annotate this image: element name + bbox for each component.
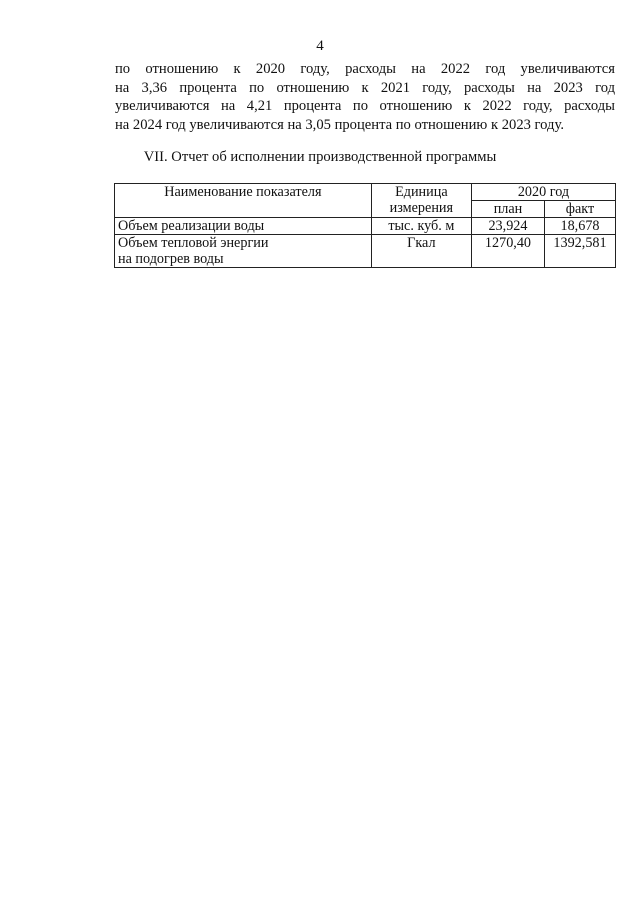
table-row [115,218,616,235]
paragraph-line: на 3,36 процента по отношению к 2021 году, расходы на 2023 год [115,79,615,96]
row-plan: 23,924 [471,218,544,235]
header-plan: план [471,201,544,218]
row-name: Объем реализации воды [115,218,372,235]
header-year: 2020 год [471,184,615,201]
header-unit [371,184,471,218]
production-program-table [114,183,616,268]
row-plan: 1270,40 [471,235,544,268]
header-indicator-name: Наименование показателя [115,184,372,218]
section-title: VII. Отчет об исполнении производственной программы [143,149,497,165]
paragraph-line: на 2024 год увеличиваются на 3,05 процента по отношению к 2023 году. [115,116,564,133]
row-unit: Гкал [371,235,471,268]
paragraph-line: увеличиваются на 4,21 процента по отношению к 2022 году, расходы [115,98,615,114]
table-row [115,235,616,268]
row-unit: тыс. куб. м [371,218,471,235]
body-paragraph [115,60,615,134]
row-name [115,235,372,268]
page-number: 4 [316,38,324,54]
row-fact: 1392,581 [545,235,616,268]
row-name-line2: на подогрев воды [118,251,224,267]
header-unit-line1: Единица [395,184,448,200]
header-unit-line2: измерения [389,200,454,216]
table-header-row [115,184,616,201]
paragraph-line: по отношению к 2020 году, расходы на 2022 год увеличиваются [115,61,615,77]
header-fact: факт [545,201,616,218]
row-name-line1: Объем тепловой энергии [118,235,269,251]
row-fact: 18,678 [545,218,616,235]
